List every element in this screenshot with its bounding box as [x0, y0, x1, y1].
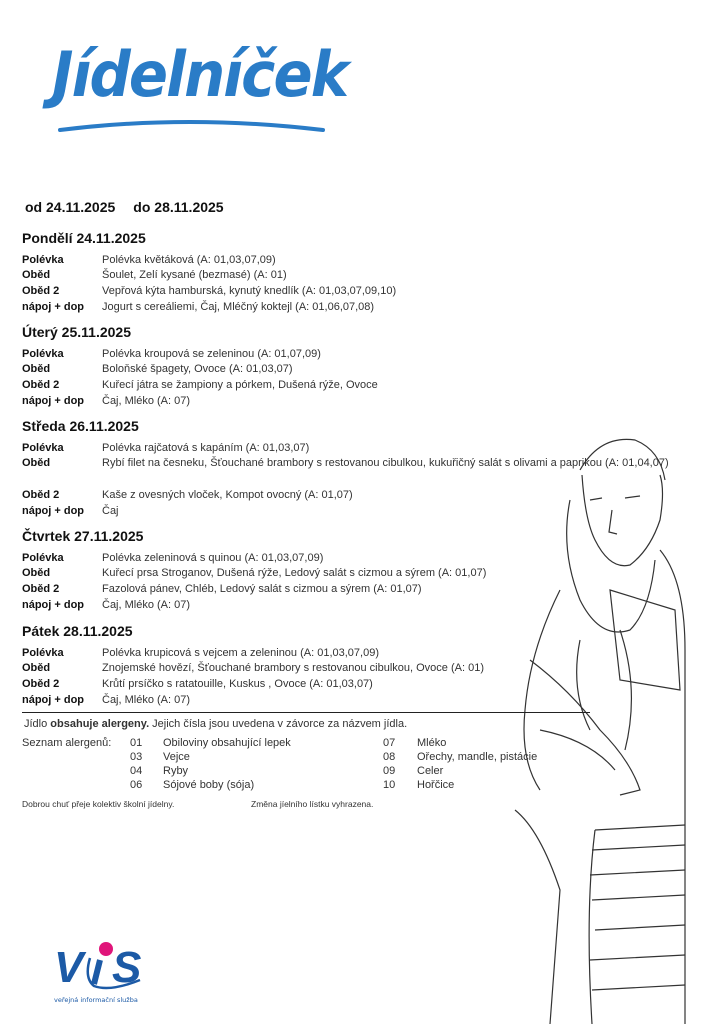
meal-value: Polévka zeleninová s quinou (A: 01,03,07,09) — [102, 552, 324, 564]
meal-label: Polévka — [22, 442, 64, 454]
meal-value: Čaj — [102, 505, 119, 517]
meal-label: nápoj + dop — [22, 694, 85, 706]
day-title: Pátek 28.11.2025 — [22, 623, 133, 639]
allergen-name: Obiloviny obsahující lepek — [163, 737, 291, 749]
meal-label: nápoj + dop — [22, 505, 85, 517]
meal-label: Oběd — [22, 269, 51, 281]
allergen-code: 04 — [130, 765, 143, 777]
allergen-name: Ryby — [163, 765, 189, 777]
meal-label: Oběd — [22, 363, 51, 375]
scholar-illustration — [500, 430, 700, 1024]
meal-label: nápoj + dop — [22, 395, 85, 407]
meal-label: Polévka — [22, 647, 64, 659]
meal-value: Čaj, Mléko (A: 07) — [102, 694, 191, 706]
allergen-code: 08 — [383, 751, 396, 763]
day-title: Pondělí 24.11.2025 — [22, 230, 146, 246]
meal-value: Polévka květáková (A: 01,03,07,09) — [102, 254, 276, 266]
meal-label: Oběd — [22, 662, 51, 674]
allergen-name: Mléko — [417, 737, 447, 749]
meal-value: Čaj, Mléko (A: 07) — [102, 599, 191, 611]
meal-value: Kaše z ovesných vloček, Kompot ovocný (A: 01,07) — [102, 489, 353, 501]
meal-value: Krůtí prsíčko s ratatouille, Kuskus , Ovoce (A: 01,03,07) — [102, 678, 373, 690]
allergen-name: Celer — [417, 765, 444, 777]
date-range — [25, 199, 242, 215]
meal-value: Polévka rajčatová s kapáním (A: 01,03,07) — [102, 442, 310, 454]
allergen-code: 07 — [383, 737, 396, 749]
vis-logo — [50, 938, 160, 1008]
allergen-code: 01 — [130, 737, 143, 749]
meal-value: Vepřová kýta hamburská, kynutý knedlík (A: 01,03,07,09,10) — [102, 285, 397, 297]
meal-label: Oběd — [22, 457, 51, 469]
page-title: Jídelníček — [52, 38, 348, 111]
allergen-name: Sójové boby (sója) — [163, 779, 255, 791]
allergen-name: Vejce — [163, 751, 190, 763]
meal-label: Polévka — [22, 552, 64, 564]
allergen-list-label: Seznam alergenů: — [22, 737, 112, 749]
meal-label: Oběd 2 — [22, 379, 60, 391]
meal-value: Boloňské špagety, Ovoce (A: 01,03,07) — [102, 363, 293, 375]
day-title: Úterý 25.11.2025 — [22, 324, 131, 340]
allergen-note: Jídlo obsahuje alergeny. Jejich čísla jsou uvedena v závorce za názvem jídla. — [24, 718, 408, 730]
day-title: Čtvrtek 27.11.2025 — [22, 528, 144, 544]
svg-text:veřejná informační služba: veřejná informační služba — [54, 996, 138, 1004]
allergen-code: 06 — [130, 779, 143, 791]
meal-label: Oběd 2 — [22, 489, 60, 501]
meal-value: Čaj, Mléko (A: 07) — [102, 395, 191, 407]
meal-label: Oběd — [22, 567, 51, 579]
footer-notice: Změna jíelního lístku vyhrazena. — [251, 799, 374, 809]
meal-label: nápoj + dop — [22, 599, 85, 611]
meal-value: Kuřecí játra se žampiony a pórkem, Dušená rýže, Ovoce — [102, 379, 378, 391]
svg-text:V: V — [54, 943, 84, 992]
meal-value: Polévka kroupová se zeleninou (A: 01,07,09) — [102, 348, 321, 360]
allergen-code: 10 — [383, 779, 396, 791]
meal-value: Kuřecí prsa Stroganov, Dušená rýže, Ledový salát s cizmou a sýrem (A: 01,07) — [102, 567, 487, 579]
meal-label: Polévka — [22, 254, 64, 266]
meal-label: Polévka — [22, 348, 64, 360]
meal-label: Oběd 2 — [22, 678, 60, 690]
allergen-name: Ořechy, mandle, pistácie — [417, 751, 538, 763]
title-swoosh — [58, 112, 328, 136]
meal-value: Znojemské hovězí, Šťouchané brambory s restovanou cibulkou, Ovoce (A: 01) — [102, 662, 484, 674]
allergen-code: 03 — [130, 751, 143, 763]
meal-value: Fazolová pánev, Chléb, Ledový salát s cizmou a sýrem (A: 01,07) — [102, 583, 422, 595]
allergen-name: Hořčice — [417, 779, 455, 791]
footer-greeting: Dobrou chuť přeje kolektiv školní jídelny. — [22, 799, 175, 809]
date-to: do 28.11.2025 — [133, 199, 224, 215]
meal-label: Oběd 2 — [22, 583, 60, 595]
date-from: od 24.11.2025 — [25, 199, 116, 215]
svg-text:S: S — [112, 943, 142, 992]
divider — [22, 712, 590, 713]
meal-value: Polévka krupicová s vejcem a zeleninou (A: 01,03,07,09) — [102, 647, 379, 659]
meal-value: Rybí filet na česneku, Šťouchané brambory s restovanou cibulkou, kukuřičný salát s olivami a paprikou (A: 01,04,07) — [102, 457, 669, 469]
meal-label: Oběd 2 — [22, 285, 60, 297]
meal-value: Jogurt s cereáliemi, Čaj, Mléčný koktejl (A: 01,06,07,08) — [102, 301, 375, 313]
meal-label: nápoj + dop — [22, 301, 85, 313]
day-title: Středa 26.11.2025 — [22, 418, 139, 434]
meal-value: Šoulet, Zelí kysané (bezmasé) (A: 01) — [102, 269, 287, 281]
allergen-code: 09 — [383, 765, 396, 777]
